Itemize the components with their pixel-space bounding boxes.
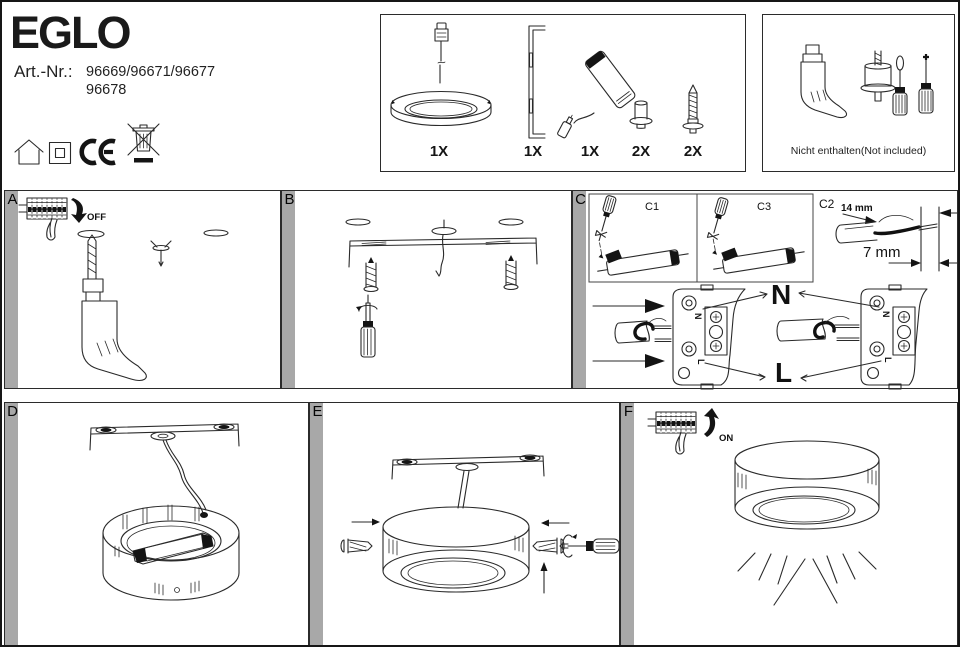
screwdriver-icon [560,534,619,557]
ceiling-hole-2 [204,230,228,236]
screwdriver-icon [356,295,377,357]
step-panel-f [620,402,958,646]
panel-b-strip [282,191,295,388]
panel-c-strip [573,191,586,388]
step-panel-c [572,190,958,389]
mounted-bracket [90,424,239,450]
step-panel-a [4,190,281,389]
weee-bin-icon [126,122,162,168]
c3-terminal-release [704,197,806,275]
panel-b-label: B [284,191,295,208]
on-arrow-icon [704,408,719,437]
inset-c1-box [589,194,697,282]
strip-length-label: 14 mm [841,203,873,214]
drill-icon [781,45,853,127]
inset-c2-label: C2 [819,197,835,211]
step-panel-b [281,190,572,389]
terminal-block-left [673,285,745,389]
wiring-diagram [593,279,927,389]
inset-c1-label: C1 [645,201,660,213]
c2-strip-detail [836,203,958,271]
lamp-part-icon [387,21,497,143]
terminal-l-label-right: L [883,357,893,363]
panel-e-label: E [312,403,323,420]
supply-cable-right [777,316,859,341]
lamp-housing-open [103,505,239,600]
brand-logo: EGLO [10,7,130,58]
panel-f-label: F [623,403,634,420]
article-numbers: 96669/96671/96677 [86,64,216,80]
panel-c-label: C [575,191,586,208]
inset-c3-label: C3 [757,201,772,213]
step-e-illustration [310,403,621,647]
light-rays [738,552,876,605]
screw-part-icon [681,83,705,137]
wall-anchor-icon [151,241,171,266]
breaker-icon [19,198,67,240]
ce-mark-icon [79,138,119,166]
panel-a-label: A [7,191,18,208]
screw-icon-2 [504,255,518,290]
step-b-illustration [282,191,573,390]
panel-f-strip [621,403,634,645]
step-c-illustration [573,191,959,390]
step-d-illustration [5,403,310,647]
indoor-use-icon [14,138,44,166]
step-panel-e [309,402,620,646]
off-arrow-icon [71,198,87,223]
qty-lamp: 1X [429,143,449,160]
neutral-letter: N [771,279,792,310]
ceiling-hole-2 [499,219,523,225]
qty-driver: 1X [580,143,600,160]
phillips-screwdriver-icon [917,53,935,119]
side-screw-right [533,538,564,554]
step-a-illustration [5,191,282,390]
qty-bolt: 2X [631,143,651,160]
ceiling-hole [346,219,370,225]
panel-d-label: D [7,403,18,420]
qty-screw: 2X [683,143,703,160]
not-included-note: Nicht enthalten(Not included) [790,145,927,157]
power-on-label: ON [719,433,734,444]
step-panel-d [4,402,309,646]
driver-part-icon [556,23,638,139]
panel-e-strip [310,403,323,645]
suspension-wire [458,471,469,508]
side-screw-left [341,539,372,553]
supply-cable-left [615,318,671,343]
drill-icon [82,235,146,380]
lamp-body [383,507,529,592]
mains-cable [432,220,456,276]
included-parts-box [380,14,746,172]
article-number-label: Art.-Nr.: [14,62,73,81]
driver-inside [133,533,213,564]
power-off-label: OFF [87,212,106,223]
terminal-n-label-right: N [881,311,891,318]
qty-bracket: 1X [523,143,543,160]
class-ii-insulation-icon [48,141,72,165]
mounted-lamp [735,441,879,529]
panel-d-strip [5,403,18,645]
screw-icon [364,257,378,292]
terminal-block-right [861,285,927,389]
step-f-illustration [621,403,959,647]
c1-terminal-release [590,195,690,277]
breaker-icon [648,412,696,454]
bolt-part-icon [628,97,654,135]
terminal-l-label: L [696,359,706,365]
tools-box [762,14,955,172]
bare-length-label: 7 mm [863,244,901,261]
flat-screwdriver-icon [891,55,909,119]
panel-a-strip [5,191,18,388]
live-letter: L [775,357,793,388]
article-numbers-2: 96678 [86,82,127,98]
terminal-n-label: N [693,313,703,320]
bracket-part-icon [519,23,547,141]
